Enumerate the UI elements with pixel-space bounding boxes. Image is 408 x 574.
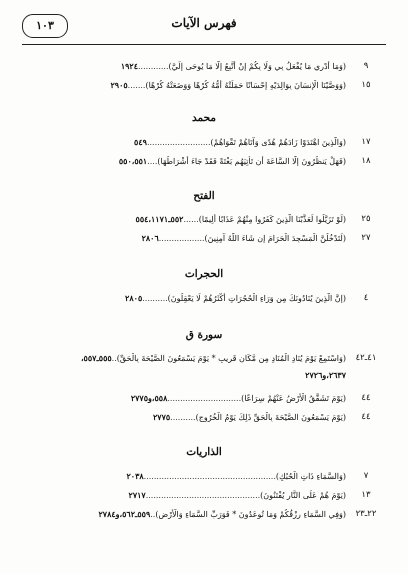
verse-text: (لَتَدْخُلُنَّ الْمَسْجِدَ الْحَرَامَ إِن شَاءَ اللَّهُ آمِنِينَ) <box>204 234 346 243</box>
verse-row: ٢٥ (لَوْ تَزَيَّلُوا لَعَذَّبْنَا الَّذِينَ كَفَرُوا مِنْهُمْ عَذَابًا أَلِيمًا)......٥٥٢ـ٥٥٤،١١٧١ <box>22 214 386 228</box>
page-reference: ٥٥٠،٥٥١ <box>118 156 148 166</box>
page-number: ١٠٣ <box>22 14 68 38</box>
verse-number: ١٨ <box>361 156 371 166</box>
verse-text: (يَوْمَ هُمْ عَلَى النَّارِ يُفْتَنُونَ) <box>260 491 346 500</box>
page-reference: ٢٧١٧ <box>128 490 146 500</box>
verse-text: (وَالسَّمَاءِ ذَاتِ الْحُبُكِ) <box>275 472 346 481</box>
page-reference-continuation: ٢٦٣٧،و٢٧٢٦ <box>305 370 346 380</box>
section-title: سورة ق <box>185 329 223 341</box>
verse-number: ٧ <box>363 471 369 481</box>
verse-row: ٢٧ (لَتَدْخُلُنَّ الْمَسْجِدَ الْحَرَامَ إِن شَاءَ اللَّهُ آمِنِينَ)..................٢٨٠٦ <box>22 233 386 247</box>
verse-text: (يَوْمَ يَسْمَعُونَ الصَّيْحَةَ بِالْحَقِّ ذَلِكَ يَوْمُ الْخُرُوجِ) <box>195 413 346 422</box>
verse-text: (لَوْ تَزَيَّلُوا لَعَذَّبْنَا الَّذِينَ كَفَرُوا مِنْهُمْ عَذَابًا أَلِيمًا) <box>198 215 346 224</box>
page-reference: ٥٥٥ـ٥٥٧، <box>80 353 112 363</box>
verse-text: (وَفِي السَّمَاءِ رِزْقُكُمْ وَمَا تُوعَدُونَ * فَوَرَبِّ السَّمَاءِ وَالْأَرْضِ) <box>155 510 346 519</box>
verse-text: (وَالَّذِينَ اهْتَدَوْا زَادَهُمْ هُدًى وَآتَاهُمْ تَقْوَاهُمْ) <box>210 138 346 147</box>
page-reference: ٢٠٣٨ <box>126 471 144 481</box>
verse-row: ١٧ (وَالَّذِينَ اهْتَدَوْا زَادَهُمْ هُدًى وَآتَاهُمْ تَقْوَاهُمْ).........................٥٤٩ <box>22 137 386 151</box>
verse-number: ٢٢ـ٢٣ <box>355 509 377 519</box>
verse-row: ٢٢ـ٢٣ (وَفِي السَّمَاءِ رِزْقُكُمْ وَمَا تُوعَدُونَ * فَوَرَبِّ السَّمَاءِ وَالْأَرْضِ)..٥٥٩ـ٥٦٢،و٢٧٨٤ <box>22 509 386 523</box>
verse-text: (فَهَلْ يَنظُرُونَ إِلَّا السَّاعَةَ أَن تَأْتِيَهُم بَغْتَةً فَقَدْ جَاءَ أَشْرَاطُهَا) <box>157 157 346 166</box>
page-reference: ١٩٢٤ <box>120 61 138 71</box>
page-reference: ٥٥٩ـ٥٦٢،و٢٧٨٤ <box>98 509 151 519</box>
verse-text: (إِنَّ الَّذِينَ يُنَادُونَكَ مِن وَرَاءِ الْحُجُرَاتِ أَكْثَرُهُمْ لَا يَعْقِلُونَ) <box>167 294 346 303</box>
verse-number: ٢٥ <box>361 214 371 224</box>
verse-row: ١٣ (يَوْمَ هُمْ عَلَى النَّارِ يُفْتَنُونَ).............................................٢٧١٧ <box>22 490 386 504</box>
verse-number: ١٣ <box>361 490 371 500</box>
section-title: الذاريات <box>186 446 222 458</box>
verse-number: ١٧ <box>361 137 371 147</box>
page-reference: ٥٥٨،و٢٧٧٥ <box>130 393 168 403</box>
page-reference: ٢٩٠٥ <box>110 80 128 90</box>
verse-number: ٤ <box>363 293 369 303</box>
verse-row: ٧ (وَالسَّمَاءِ ذَاتِ الْحُبُكِ)....................................................٢٠٣٨ <box>22 471 386 485</box>
section-title: الحجرات <box>184 268 224 280</box>
page-reference: ٢٨٠٦ <box>141 233 159 243</box>
page-reference: ٥٤٩ <box>134 137 147 147</box>
verse-text: (وَوَصَّيْنَا الْإِنسَانَ بِوَالِدَيْهِ إِحْسَانًا حَمَلَتْهُ أُمُّهُ كُرْهًا وَوَضَعَتْهُ كُرْهًا) <box>145 81 346 90</box>
page-title: فهرس الآيات <box>171 16 237 30</box>
page-reference: ٢٧٧٥ <box>152 412 171 422</box>
verse-number: ١٥ <box>361 80 371 90</box>
verse-row: ٤ (إِنَّ الَّذِينَ يُنَادُونَكَ مِن وَرَاءِ الْحُجُرَاتِ أَكْثَرُهُمْ لَا يَعْقِلُونَ)..........٢٨٠٥ <box>22 293 386 307</box>
verse-number: ٩ <box>363 61 369 71</box>
page-reference: ٥٥٢ـ٥٥٤،١١٧١ <box>135 214 184 224</box>
section-title: الفتح <box>193 190 215 202</box>
section-title: محمد <box>192 112 216 124</box>
page-header <box>22 14 386 45</box>
verse-row: ١٥ (وَوَصَّيْنَا الْإِنسَانَ بِوَالِدَيْهِ إِحْسَانًا حَمَلَتْهُ أُمُّهُ كُرْهًا وَوَضَعَتْهُ كُرْهًا).......٢٩٠٥ <box>22 80 386 94</box>
verse-number: ٤١ـ٤٢ <box>355 353 377 363</box>
verse-text: (يَوْمَ تَشَقَّقُ الْأَرْضُ عَنْهُمْ سِرَاعًا) <box>241 394 346 403</box>
verse-row: ٤٤ (يَوْمَ تَشَقَّقُ الْأَرْضُ عَنْهُمْ سِرَاعًا).............................٥٥٨،و٢٧٧٥ <box>22 393 386 407</box>
page-reference: ٢٨٠٥ <box>125 293 143 303</box>
verse-row: ٤١ـ٤٢ (وَاسْتَمِعْ يَوْمَ يُنَادِ الْمُنَادِ مِن مَّكَانٍ قَرِيبٍ * يَوْمَ يَسْمَعُونَ الصَّيْحَةَ بِالْحَقِّ)..٥٥٥ـ٥٥٧، <box>22 353 386 367</box>
verse-number: ٤٤ <box>361 412 371 422</box>
verse-number: ٤٤ <box>361 393 371 403</box>
verse-row: ٩ (وَمَا أَدْرِي مَا يُفْعَلُ بِي وَلَا بِكُمْ إِنْ أَتَّبِعُ إِلَّا مَا يُوحَى إِلَيَّ)............١٩٢٤ <box>22 61 386 75</box>
verse-row: ١٨ (فَهَلْ يَنظُرُونَ إِلَّا السَّاعَةَ أَن تَأْتِيَهُم بَغْتَةً فَقَدْ جَاءَ أَشْرَاطُهَا)....٥٥٠،٥٥١ <box>22 156 386 170</box>
verse-number: ٢٧ <box>361 233 371 243</box>
verse-text: (وَمَا أَدْرِي مَا يُفْعَلُ بِي وَلَا بِكُمْ إِنْ أَتَّبِعُ إِلَّا مَا يُوحَى إِلَيَّ) <box>168 62 346 71</box>
verse-row: ٤٤ (يَوْمَ يَسْمَعُونَ الصَّيْحَةَ بِالْحَقِّ ذَلِكَ يَوْمُ الْخُرُوجِ)..........٢٧٧٥ <box>22 412 386 426</box>
verse-text: (وَاسْتَمِعْ يَوْمَ يُنَادِ الْمُنَادِ مِن مَّكَانٍ قَرِيبٍ * يَوْمَ يَسْمَعُونَ الصَّيْحَةَ بِالْحَقِّ) <box>116 354 346 363</box>
